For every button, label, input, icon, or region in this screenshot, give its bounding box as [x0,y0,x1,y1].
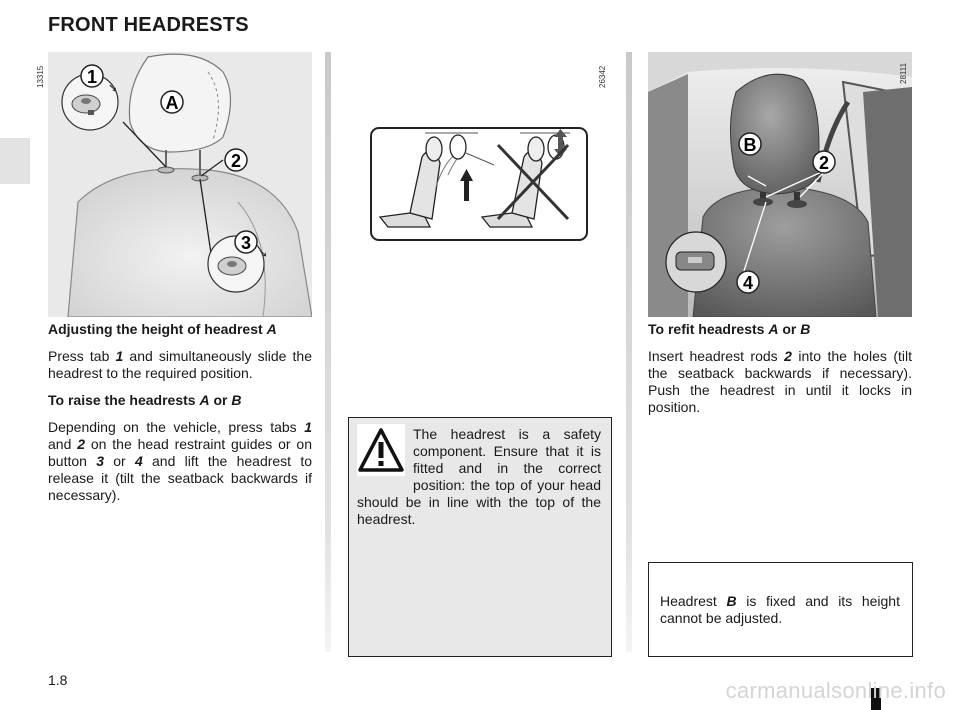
figure-headrest-b [648,52,912,317]
right-column-text [648,321,912,426]
refit-heading: To refit headrests A or B [648,321,811,337]
figure-headrest-position [370,127,588,241]
adjusting-heading: Adjusting the height of headrest A [48,321,277,337]
adjusting-paragraph: Press tab 1 and simultaneously slide the headrest to the required position. [48,348,312,381]
figure-code-middle: 26342 [598,65,607,88]
callout-b: B [743,135,757,155]
raise-heading: To raise the headrests A or B [48,392,242,408]
headrest-b-photo [648,52,912,317]
column-divider-right [626,52,632,652]
svg-text:➘: ➘ [258,246,269,260]
section-tab [0,138,30,184]
left-column-text [48,321,312,514]
page-number: 1.8 [48,672,68,688]
callout-4: 4 [742,273,754,293]
callout-a: A [165,93,179,113]
column-divider-left [325,52,331,652]
note-text: Headrest B is fixed and its height cannot be adjusted. [660,593,900,626]
note-box [648,562,913,657]
watermark: carmanualsonline.info [725,678,946,703]
warning-text: The headrest is a safety component. Ensure that it is fitted and in the correct position: the top of your head should be in line with the top of the headrest. [357,426,601,527]
svg-text:➘: ➘ [108,81,119,95]
page-title: FRONT HEADRESTS [48,14,249,36]
raise-paragraph: Depending on the vehicle, press tabs 1 and 2 on the head restraint guides or on button 3 or 4 and lift the headrest to release it (tilt the seatback backwards if necessary). [48,419,312,503]
figure-code-left: 13315 [36,65,45,88]
callout-2-right: 2 [818,153,830,173]
callout-3: 3 [240,233,252,253]
figure-headrest-a [48,52,312,317]
figure-code-right: 28111 [899,62,908,84]
warning-box [348,417,612,657]
callout-1: 1 [86,67,98,87]
refit-paragraph: Insert headrest rods 2 into the holes (tilt the seatback backwards if necessary). Push the headrest in until it locks in position. [648,348,912,415]
headrest-a-illustration [48,52,312,317]
headrest-position-illustration [370,127,588,241]
callout-2: 2 [230,151,242,171]
